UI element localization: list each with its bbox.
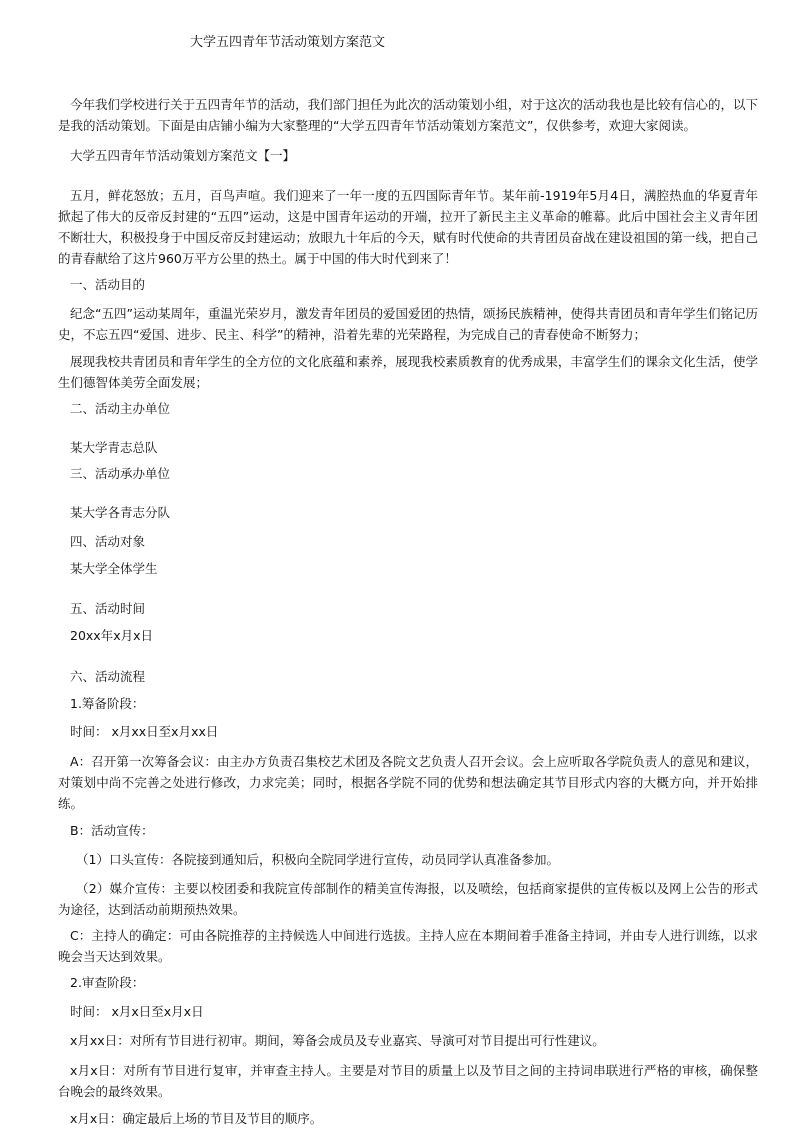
intro-paragraph: 今年我们学校进行关于五四青年节的活动，我们部门担任为此次的活动策划小组，对于这次的活动我也是比较有信心的，以下是我的活动策划。下面是由店铺小编为大家整理的“大学五四青年节活动策划方案范文”，仅供参考，欢迎大家阅读。 [58, 97, 758, 133]
co-organizer-text: 某大学各青志分队 [70, 505, 171, 520]
purpose-paragraph-1: 纪念“五四”运动某周年，重温光荣岁月，激发青年团员的爱国爱团的热情，颂扬民族精神，使得共青团员和青年学生们铭记历史，不忘五四“爱国、进步、民主、科学”的精神，沿着先辈的光荣路程，为完成自己的青春使命不断努力； [58, 306, 758, 342]
heading-co-organizer: 三、活动承办单位 [70, 466, 171, 481]
document-title: 大学五四青年节活动策划方案范文 [190, 35, 386, 50]
paragraph-c: C：主持人的确定：可由各院推荐的主持候选人中间进行选拔。主持人应在本期间着手准备主持词，并由专人进行训练，以求晚会当天达到效果。 [58, 928, 758, 964]
heading-organizer: 二、活动主办单位 [70, 401, 171, 416]
paragraph-b1: （1）口头宣传：各院接到通知后，积极向全院同学进行宣传，动员同学认真准备参加。 [76, 852, 559, 867]
heading-process: 六、活动流程 [70, 669, 146, 684]
stage-1-time: 时间： x月xx日至x月xx日 [70, 724, 219, 739]
review-item-1: x月xx日：对所有节目进行初审。期间，筹备会成员及专业嘉宾、导演可对节目提出可行性建议。 [70, 1033, 605, 1048]
time-text: 20xx年x月x日 [70, 628, 153, 643]
paragraph-b2: （2）媒介宣传：主要以校团委和我院宣传部制作的精美宣传海报，以及喷绘，包括商家提供的宣传板以及网上公告的形式为途径，达到活动前期预热效果。 [58, 881, 758, 917]
heading-purpose: 一、活动目的 [70, 277, 146, 292]
section-subtitle: 大学五四青年节活动策划方案范文【一】 [70, 148, 296, 163]
review-item-2: x月x日：对所有节目进行复审，并审查主持人。主要是对节目的质量上以及节目之间的主持词串联进行严格的审核，确保整台晚会的最终效果。 [58, 1063, 758, 1099]
heading-time: 五、活动时间 [70, 601, 146, 616]
stage-1-heading: 1.筹备阶段： [70, 696, 145, 711]
organizer-text: 某大学青志总队 [70, 440, 158, 455]
opening-paragraph: 五月，鲜花怒放；五月，百鸟声喧。我们迎来了一年一度的五四国际青年节。某年前-1919年5月4日，满腔热血的华夏青年掀起了伟大的反帝反封建的“五四”运动，这是中国青年运动的开端，拉开了新民主主义革命的帷幕。此后中国社会主义青年团不断壮大，积极投身于中国反帝反封建运动；放眼九十年后的今天，赋有时代使命的共青团员奋战在建设祖国的第一线，把自己的青春献给了这片960万平方公里的热土。属于中国的伟大时代到来了！ [58, 188, 759, 266]
purpose-paragraph-2: 展现我校共青团员和青年学生的全方位的文化底蕴和素养，展现我校素质教育的优秀成果，丰富学生们的课余文化生活，使学生们德智体美劳全面发展； [58, 354, 758, 390]
paragraph-b: B：活动宣传： [70, 823, 154, 838]
heading-audience: 四、活动对象 [70, 534, 146, 549]
stage-2-time: 时间： x月x日至x月x日 [70, 1004, 204, 1019]
paragraph-a: A：召开第一次筹备会议：由主办方负责召集校艺术团及各院文艺负责人召开会议。会上应听取各学院负责人的意见和建议，对策划中尚不完善之处进行修改，力求完美；同时，根据各学院不同的优势和想法确定其节目形式内容的大概方向，并开始排练。 [58, 754, 758, 811]
audience-text: 某大学全体学生 [70, 561, 158, 576]
stage-2-heading: 2.审查阶段： [70, 975, 145, 990]
review-item-3: x月x日：确定最后上场的节目及节目的顺序。 [70, 1111, 323, 1126]
